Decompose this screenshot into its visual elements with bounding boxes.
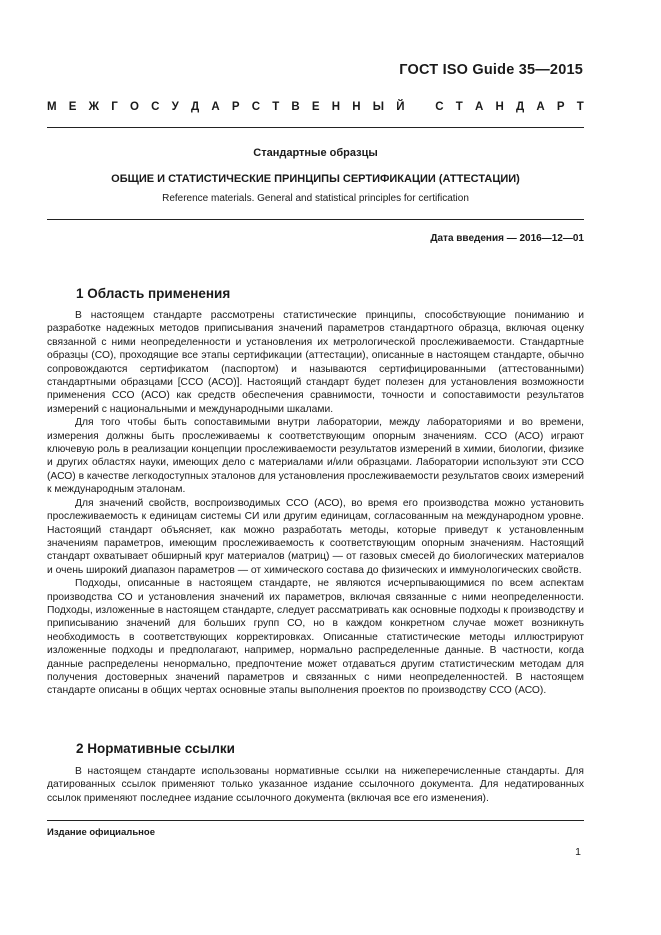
paragraph: Для значений свойств, воспроизводимых ССО (АСО), во время его производства можно установить прослеживаемость к единицам системы СИ или другим единицам, согласованным на международном уровне. Настоящий стандарт объясняет, как можно разработать методы, которые приведут к установленным значениям параметров, имеющим прослеживаемость к соответствующим опорным значениям. Настоящий стандарт охватывает обширный круг материалов (матриц) — от газовых смесей до биологических материалов и очень широкий диапазон параметров — от химического состава до физических и иммунологических свойств. (47, 497, 584, 576)
official-edition-label: Издание официальное (47, 827, 155, 838)
section-body (47, 765, 584, 805)
section-body (47, 309, 584, 698)
document-id: ГОСТ ISO Guide 35—2015 (399, 62, 583, 78)
banner-letter: В (291, 101, 300, 113)
banner-letter: У (171, 101, 179, 113)
banner-letter: А (536, 101, 545, 113)
interstate-standard-banner (47, 101, 584, 113)
banner-letter: М (47, 101, 57, 113)
english-title: Reference materials. General and statistical principles for certification (162, 193, 469, 204)
section-heading: 1 Область применения (76, 286, 231, 301)
banner-letter: Ы (372, 101, 385, 113)
banner-letter: Н (352, 101, 361, 113)
banner-letter: С (251, 101, 260, 113)
banner-letter: Е (68, 101, 77, 113)
banner-letter: Т (576, 101, 584, 113)
banner-space (417, 101, 423, 113)
paragraph: Для того чтобы быть сопоставимыми внутри лаборатории, между лабораториями и во времени, измерения должны быть прослеживаемы к соответствующим опорным значениям. ССО (АСО) играют ключевую роль в реализации концепции прослеживаемости результатов измерений в химии, биологии, физике и других областях науки, имеющих дело с материалами и/или образцами. Лаборатории используют эти ССО (АСО) в качестве легкодоступных эталонов для установления прослеживаемости результатов своих измерений к международным эталонам. (47, 417, 584, 496)
banner-letter: Т (455, 101, 463, 113)
paragraph: В настоящем стандарте рассмотрены статистические принципы, способствующие пониманию и разработке надежных методов приписывания значений параметров стандартного образца, включая оценку связанной с ними неопределенности и установления их метрологической прослеживаемости. Стандартные образцы (СО), проходящие все этапы сертификации (аттестации), описанные в настоящем стандарте, обычно сопровождаются сертификатом (паспортом) и называются сертифицированными (аттестованными) стандартными образцами [ССО (АСО)]. Настоящий стандарт будет полезен для установления возможности применения ССО (АСО) как средств обеспечения сравнимости, точности и сопоставимости результатов измерений с национальными и международными шкалами. (47, 310, 584, 415)
banner-letter: А (474, 101, 484, 113)
banner-letter: С (435, 101, 444, 113)
footer-rule (47, 820, 584, 821)
paragraph: Подходы, описанные в настоящем стандарте, не являются исчерпывающимися по всем аспектам производства СО и установления значений их параметров, включая связанные с ними неопределенности. Подходы, изложенные в настоящем стандарте, следует рассматривать как основные подходы к производству и приписыванию значений для больших групп СО, но в каждом конкретном случае может возникнуть необходимость в соответствующих корректировках. Описанные статистические методы иллюстрируют изложенные подходы и предполагают, например, нормально распределенные данные. В частности, когда данные распределены ненормально, предпочтение может отдаваться другим статистическим методам для получения достоверных значений параметров и связанных с ними неопределенностей. В настоящем стандарте описаны в общих чертах основные этапы выполнения проектов по производству ССО (АСО). (47, 578, 584, 697)
introduction-date: Дата введения — 2016—12—01 (430, 233, 584, 244)
section-heading: 2 Нормативные ссылки (76, 741, 235, 756)
banner-letter: Н (495, 101, 504, 113)
banner-letter: С (151, 101, 160, 113)
header-rule (47, 127, 584, 128)
banner-letter: Р (231, 101, 240, 113)
banner-letter: О (129, 101, 139, 113)
banner-letter: Т (272, 101, 280, 113)
banner-letter: Р (556, 101, 565, 113)
banner-letter: Й (396, 101, 405, 113)
banner-letter: Ж (88, 101, 100, 113)
banner-letter: Г (111, 101, 118, 113)
banner-letter: А (211, 101, 220, 113)
banner-letter: Е (311, 101, 320, 113)
document-subtitle: Стандартные образцы (253, 147, 378, 159)
paragraph: В настоящем стандарте использованы нормативные ссылки на нижеперечисленные стандарты. Для датированных ссылок применяют только указанное издание ссылочного документа. Для недатированных ссылок применяют последнее издание ссылочного документа (включая все его изменения). (47, 766, 584, 804)
banner-letter: Н (331, 101, 341, 113)
banner-letter: Д (515, 101, 525, 113)
banner-letter: Д (190, 101, 200, 113)
page-number: 1 (575, 846, 581, 858)
document-title: ОБЩИЕ И СТАТИСТИЧЕСКИЕ ПРИНЦИПЫ СЕРТИФИКАЦИИ (АТТЕСТАЦИИ) (111, 173, 520, 185)
title-rule (47, 219, 584, 220)
